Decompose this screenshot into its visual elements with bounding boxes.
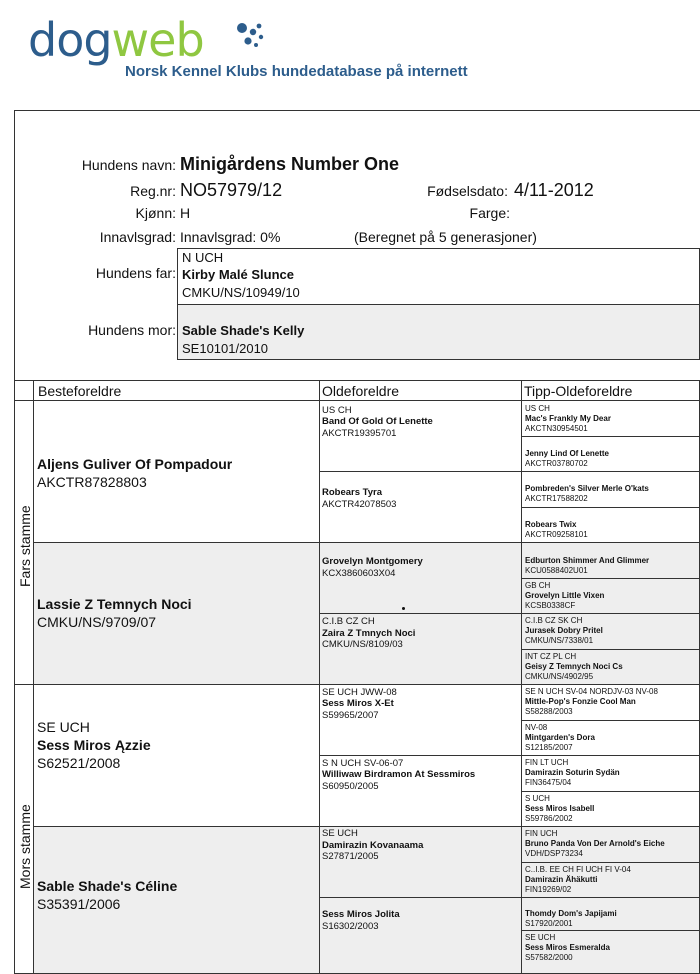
ggg-1[interactable]: US CH Mac's Frankly My Dear AKCTN30954501 — [521, 400, 700, 437]
header-corner — [14, 380, 34, 401]
ggg-15[interactable]: Thomdy Dom's Japijami S17920/2001 — [521, 897, 700, 931]
ggg-14[interactable]: C..I.B. EE CH FI UCH FI V-04 Damirazin Ähäkutti FIN19269/02 — [521, 862, 700, 898]
ggg-6[interactable]: GB CH Grovelyn Little Vixen KCSB0338CF — [521, 578, 700, 614]
ggg-10[interactable]: NV-08 Mintgarden's Dora S12185/2007 — [521, 720, 700, 756]
birth-label: Fødselsdato: — [427, 183, 508, 199]
grandparent-4[interactable]: Sable Shade's Céline S35391/2006 — [33, 826, 320, 974]
ggg-8[interactable]: INT CZ PL CH Geisy Z Temnych Noci Cs CMKU/NS/4902/95 — [521, 649, 700, 685]
ggg-9[interactable]: SE N UCH SV-04 NORDJV-03 NV-08 Mittle-Pop's Fonzie Cool Man S58288/2003 — [521, 684, 700, 721]
father-box[interactable] — [177, 248, 700, 305]
great-grandparent-5[interactable]: SE UCH JWW-08 Sess Miros X-Et S59965/2007 — [319, 684, 522, 756]
ggg-12[interactable]: S UCH Sess Miros Isabell S59786/2002 — [521, 791, 700, 827]
great-grandparent-6[interactable]: S N UCH SV-06-07 Williwaw Birdramon At Sessmiros S60950/2005 — [319, 755, 522, 827]
grandparent-2[interactable]: Lassie Z Temnych Noci CMKU/NS/9709/07 — [33, 542, 320, 685]
mother-label: Hundens mor: — [88, 322, 176, 338]
ggg-11[interactable]: FIN LT UCH Damirazin Soturin Sydän FIN36475/04 — [521, 755, 700, 792]
great-grandparent-1[interactable]: US CH Band Of Gold Of Lenette AKCTR19395701 — [319, 400, 522, 472]
dogweb-logo[interactable] — [28, 14, 528, 86]
header-great-grandparents: Oldeforeldre — [319, 380, 522, 401]
header-grandparents: Besteforeldre — [33, 380, 320, 401]
reg-label: Reg.nr: — [130, 183, 176, 199]
dog-reg: NO57979/12 — [180, 180, 283, 200]
great-grandparent-2[interactable]: Robears Tyra AKCTR42078503 — [319, 471, 522, 543]
ggg-2[interactable]: Jenny Lind Of Lenette AKCTR03780702 — [521, 436, 700, 472]
mother-reg: SE10101/2010 — [182, 341, 269, 356]
ggg-16[interactable]: SE UCH Sess Miros Esmeralda S57582/2000 — [521, 930, 700, 974]
great-grandparent-7[interactable]: SE UCH Damirazin Kovanaama S27871/2005 — [319, 826, 522, 898]
header-great-great-grandparents: Tipp-Oldeforeldre — [521, 380, 700, 401]
inbreeding-value: Innavlsgrad: 0% — [180, 229, 281, 245]
inbreeding-label: Innavlsgrad: — [99, 229, 176, 245]
dog-name: Minigårdens Number One — [180, 154, 400, 174]
mors-stamme-label: Mors stamme — [17, 804, 33, 889]
ggg-7[interactable]: C.I.B CZ SK CH Jurasek Dobry Pritel CMKU/NS/7338/01 — [521, 613, 700, 650]
dog-birth: 4/11-2012 — [514, 180, 594, 200]
father-title: N UCH — [182, 250, 224, 265]
logo-tagline: Norsk Kennel Klubs hundedatabase på internett — [125, 63, 468, 80]
fars-stamme-cell — [14, 400, 34, 685]
ggg-4[interactable]: Robears Twix AKCTR09258101 — [521, 507, 700, 543]
inbreeding-note: (Beregnet på 5 generasjoner) — [354, 229, 537, 245]
color-label: Farge: — [469, 205, 510, 221]
father-reg: CMKU/NS/10949/10 — [182, 285, 300, 300]
logo-wordmark: dogweb — [28, 13, 204, 67]
ggg-3[interactable]: Pombreden's Silver Merle O'kats AKCTR17588202 — [521, 471, 700, 508]
fars-stamme-label: Fars stamme — [17, 505, 33, 587]
sex-label: Kjønn: — [135, 205, 176, 221]
grandparent-1[interactable]: Aljens Guliver Of Pompadour AKCTR87828803 — [33, 400, 320, 543]
mors-stamme-cell — [14, 684, 34, 974]
ggg-5[interactable]: Edburton Shimmer And Glimmer KCU0588402U01 — [521, 542, 700, 579]
great-grandparent-3[interactable]: Grovelyn Montgomery KCX3860603X04 — [319, 542, 522, 614]
logo-dots-icon — [234, 20, 274, 50]
mother-box[interactable] — [177, 304, 700, 360]
stray-dot — [402, 607, 405, 610]
great-grandparent-4[interactable]: C.I.B CZ CH Zaira Z Tmnych Noci CMKU/NS/8109/03 — [319, 613, 522, 685]
grandparent-3[interactable]: SE UCH Sess Miros Ązzie S62521/2008 — [33, 684, 320, 827]
dog-sex: H — [180, 205, 191, 221]
father-label: Hundens far: — [95, 265, 176, 281]
father-name: Kirby Malé Slunce — [182, 267, 294, 282]
great-grandparent-8[interactable]: Sess Miros Jolita S16302/2003 — [319, 897, 522, 974]
ggg-13[interactable]: FIN UCH Bruno Panda Von Der Arnold's Eiche VDH/DSP73234 — [521, 826, 700, 863]
name-label: Hundens navn: — [81, 157, 176, 173]
mother-name: Sable Shade's Kelly — [182, 323, 305, 338]
